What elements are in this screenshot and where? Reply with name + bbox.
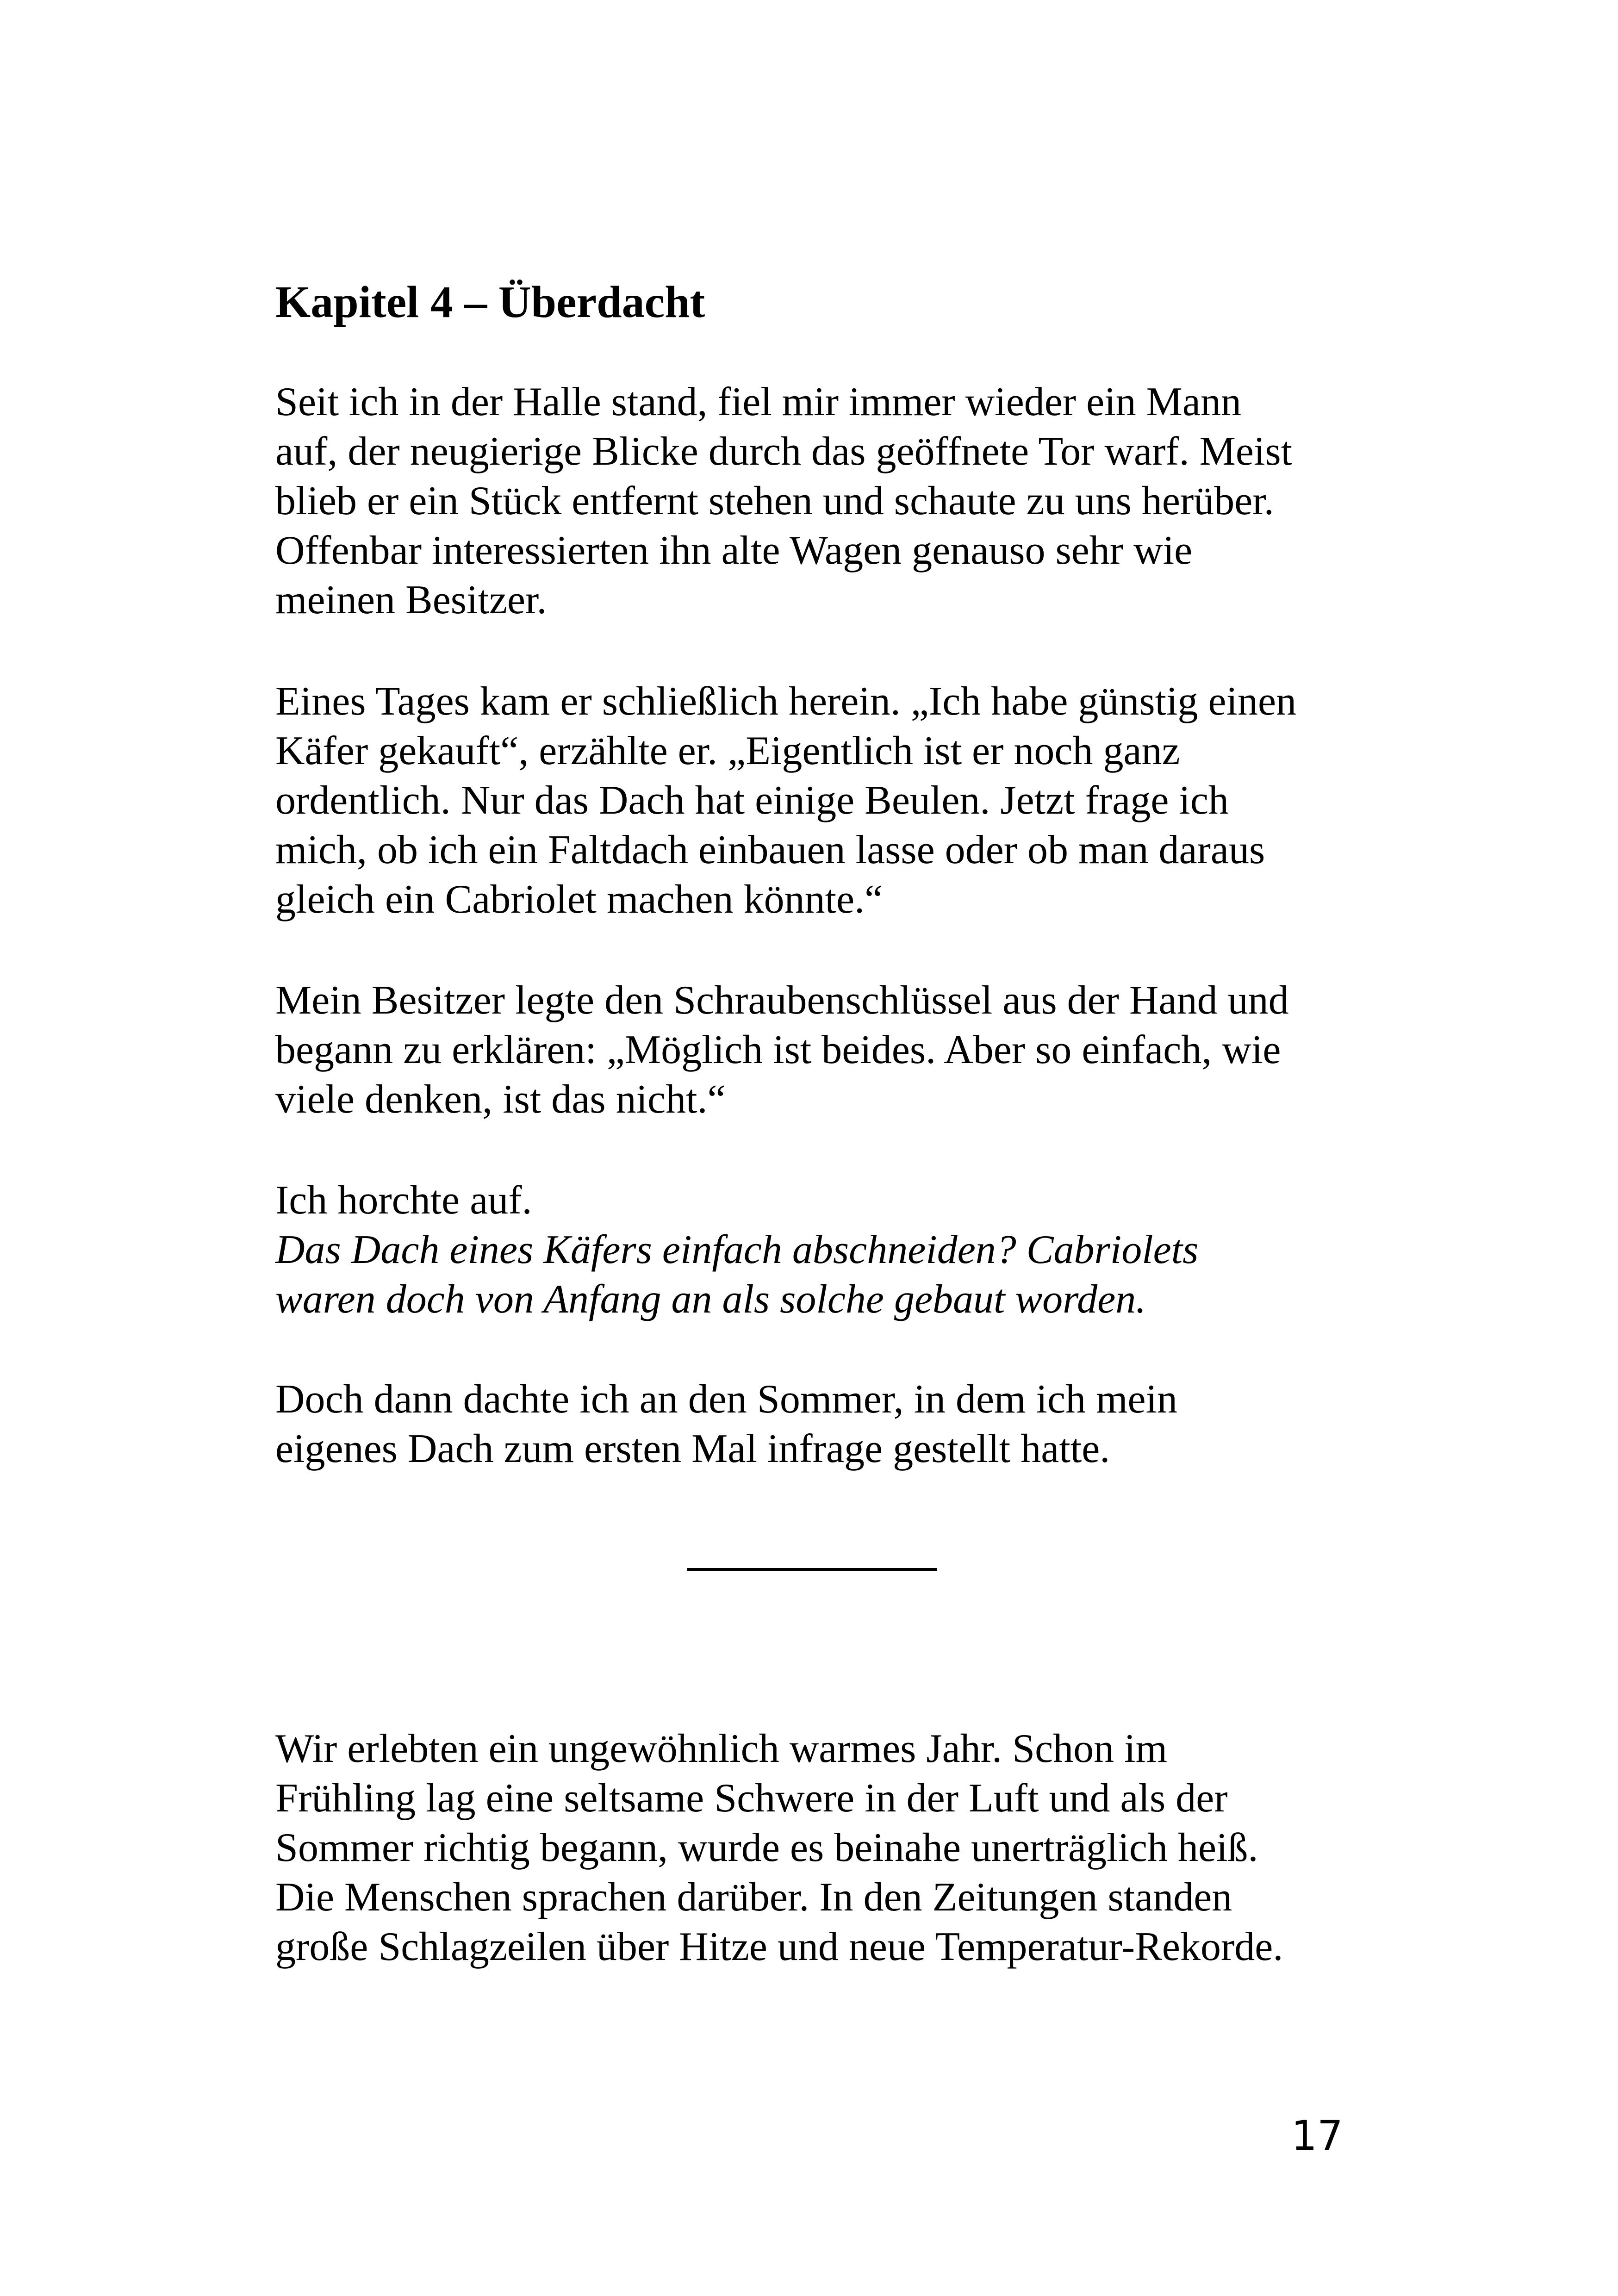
text-line: eigenes Dach zum ersten Mal infrage gestellt hatte. bbox=[275, 1426, 1110, 1471]
paragraph-5 bbox=[275, 1375, 1368, 1474]
italic-text-line: Das Dach eines Käfers einfach abschneiden? Cabriolets bbox=[275, 1227, 1199, 1272]
text-line: Offenbar interessierten ihn alte Wagen genauso sehr wie bbox=[275, 528, 1193, 573]
text-line: blieb er ein Stück entfernt stehen und schaute zu uns herüber. bbox=[275, 479, 1274, 523]
text-line: viele denken, ist das nicht.“ bbox=[275, 1077, 726, 1122]
text-line: mich, ob ich ein Faltdach einbauen lasse oder ob man daraus bbox=[275, 828, 1265, 872]
text-line: auf, der neugierige Blicke durch das geöffnete Tor warf. Meist bbox=[275, 429, 1293, 474]
text-line: ordentlich. Nur das Dach hat einige Beulen. Jetzt frage ich bbox=[275, 778, 1229, 823]
text-line: große Schlagzeilen über Hitze und neue Temperatur-Rekorde. bbox=[275, 1924, 1283, 1969]
text-line: Die Menschen sprachen darüber. In den Zeitungen standen bbox=[275, 1875, 1232, 1920]
text-line: Doch dann dachte ich an den Sommer, in dem ich mein bbox=[275, 1377, 1178, 1422]
page-number: 17 bbox=[1291, 2112, 1343, 2159]
text-line: Mein Besitzer legte den Schraubenschlüssel aus der Hand und bbox=[275, 978, 1289, 1023]
paragraph-3 bbox=[275, 976, 1368, 1124]
text-line: Frühling lag eine seltsame Schwere in der Luft und als der bbox=[275, 1776, 1228, 1821]
text-line: Seit ich in der Halle stand, fiel mir immer wieder ein Mann bbox=[275, 380, 1241, 424]
paragraph-1 bbox=[275, 377, 1368, 625]
text-line: Käfer gekauft“, erzählte er. „Eigentlich ist er noch ganz bbox=[275, 728, 1180, 773]
paragraph-6 bbox=[275, 1724, 1368, 1972]
paragraph-4 bbox=[275, 1176, 1368, 1324]
text-line: begann zu erklären: „Möglich ist beides. Aber so einfach, wie bbox=[275, 1027, 1281, 1072]
text-line: Eines Tages kam er schließlich herein. „Ich habe günstig einen bbox=[275, 679, 1297, 724]
section-divider bbox=[687, 1568, 937, 1571]
paragraph-2 bbox=[275, 677, 1368, 924]
text-line: Ich horchte auf. bbox=[275, 1178, 532, 1223]
text-line: gleich ein Cabriolet machen könnte.“ bbox=[275, 877, 883, 922]
text-line: meinen Besitzer. bbox=[275, 578, 547, 622]
text-line: Wir erlebten ein ungewöhnlich warmes Jahr. Schon im bbox=[275, 1726, 1168, 1771]
italic-text-line: waren doch von Anfang an als solche gebaut worden. bbox=[275, 1277, 1146, 1322]
chapter-title: Kapitel 4 – Überdacht bbox=[275, 277, 705, 327]
text-line: Sommer richtig begann, wurde es beinahe unerträglich heiß. bbox=[275, 1825, 1258, 1870]
